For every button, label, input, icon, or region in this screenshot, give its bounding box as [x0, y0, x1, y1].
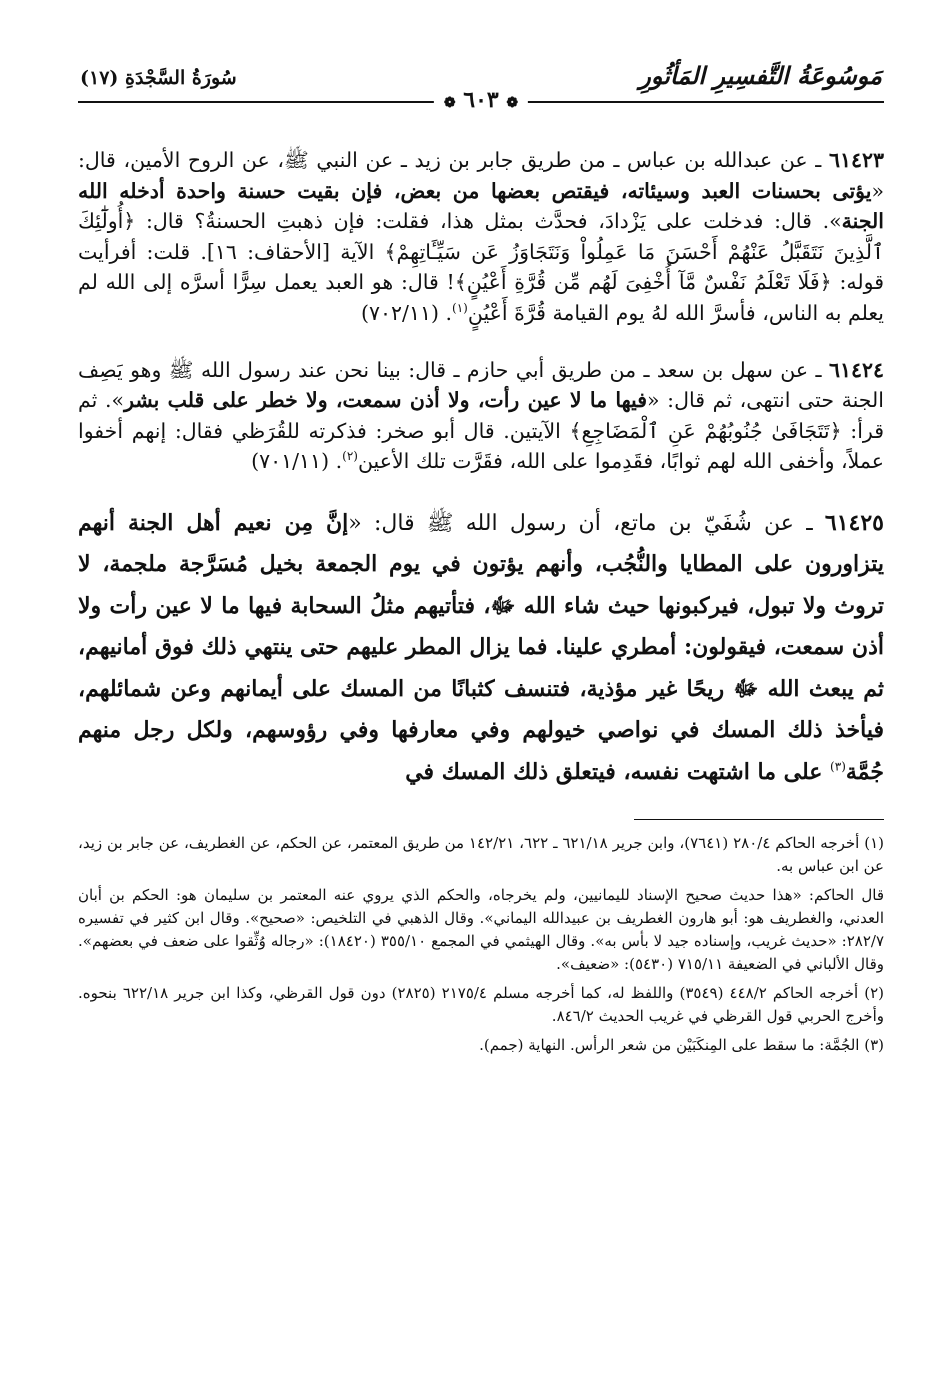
- ornament-icon: ❁: [506, 95, 519, 111]
- footnotes: [78, 832, 884, 1057]
- page-number: ٦٠٣: [463, 87, 499, 113]
- hadith-text: .: [438, 300, 453, 325]
- hadith-text: ـ عن عبدالله بن عباس ـ من طريق جابر بن زيد ـ عن النبي ﷺ، عن الروح الأمين، قال: «: [78, 148, 884, 203]
- hadith-number: ٦١٤٢٤: [828, 357, 884, 382]
- footnote: (٢) أخرجه الحاكم ٤٤٨/٢ (٣٥٤٩) واللفظ له، كما أخرجه مسلم ٢١٧٥/٤ (٢٨٢٥) دون قول القرظي، وكذا ابن جرير ٦٢٢/١٨ بنحوه. وأخرج الحربي قول القرظي في غريب الحديث ٨٤٦/٢.: [78, 984, 885, 1026]
- hadith-quote: على ما اشتهت نفسه، فيتعلق ذلك المسك في: [405, 758, 831, 785]
- footnote-marker[interactable]: (٢): [342, 449, 358, 464]
- hadith-text: ». ثم قرأ: ﴿تَتَجَافَىٰ جُنُوبُهُمْ عَنِ ٱلْمَضَاجِعِ﴾ الآيتين. قال أبو صخر: فذكرته للقُرَظي فقال: إنهم أخفوا عملاً، وأخفى الله لهم ثوابًا، فقَدِموا على الله، فقَرَّت تلك الأعين: [78, 388, 884, 474]
- ornament-icon: ❁: [443, 95, 456, 111]
- hadith-quote: يؤتى بحسنات العبد وسيئاته، فيقتص بعضها من بعض، فإن بقيت حسنة واحدة أدخله الله الجنة: [78, 178, 884, 234]
- hadith-text: ـ عن شُفَيّ بن ماتع، أن رسول الله ﷺ قال: «: [348, 510, 825, 536]
- hadith-number: ٦١٤٢٥: [824, 509, 884, 536]
- footnote-marker[interactable]: (١): [452, 301, 468, 316]
- hadith-quote: فيها ما لا عين رأت، ولا أذن سمعت، ولا خطر على قلب بشر: [124, 388, 647, 413]
- footnote: (٣) الجُمَّة: ما سقط على المِنكَبَيْن من شعر الرأس. النهاية (جمم).: [479, 1036, 884, 1055]
- footnote: قال الحاكم: «هذا حديث صحيح الإسناد لليمانيين، ولم يخرجاه، والحكم الذي يروي عنه المعتمر بن سليمان هو: الحكم بن أبان العدني، والغطريف هو: أبو هارون الغطريف بن عبيدالله اليماني». وقال الذهبي في التلخيص: «صحيح». وقال ابن كثير في تفسيره ٢٨٢/٧: «حديث غريب، وإسناده جيد لا بأس به». وقال الهيثمي في المجمع ٣٥٥/١٠ (١٨٤٢٠): «رجاله وُثِّقوا على ضعف في بعضهم». وقال الألباني في الضعيفة ٧١٥/١١ (٥٤٣٠): «ضعيف».: [78, 886, 885, 974]
- volume-reference: (٧٠١/١١): [251, 449, 330, 474]
- book-page: [78, 55, 884, 1345]
- book-title: مَوسُوعَةُ التَّفسِيرِ المَأثُورِ: [639, 61, 882, 90]
- volume-reference: (٧٠٢/١١): [361, 300, 439, 325]
- footnote: (١) أخرجه الحاكم ٢٨٠/٤ (٧٦٤١)، وابن جرير ٦٢١/١٨ ـ ٦٢٢، ١٤٢/٢١ من طريق المعتمر، عن الحكم، عن الغطريف، عن جابر بن زيد، عن ابن عباس به.: [78, 834, 884, 876]
- hadith-text: .: [329, 449, 343, 474]
- hadith-text: ». قال: فدخلت على يَزْدادَ، فحدَّث بمثل هذا، فقلت: فإن ذهبتِ الحسنةُ؟ قال: ﴿أُولَٰٓئِكَ ٱلَّذِينَ نَتَقَبَّلُ عَنْهُمْ أَحْسَنَ مَا عَمِلُواْ وَنَتَجَاوَزُ عَن سَيِّـَٔاتِهِمْ﴾ الآية [الأحقاف: ١٦]. قلت: أفرأيت قوله: ﴿فَلَا تَعْلَمُ نَفْسٌ مَّآ أُخْفِىَ لَهُم مِّن قُرَّةِ أَعْيُنٍ﴾! قال: هو العبد يعمل سِرًّا أسرَّه إلى الله لم يعلم به الناس، فأسرَّ الله لهُ يوم القيامة قُرَّةَ أَعْيُنٍ: [78, 209, 884, 325]
- footnote-marker[interactable]: (٣): [830, 759, 846, 774]
- page-header: [78, 55, 884, 113]
- surah-name: سُورَةُ السَّجْدَةِ (١٧): [80, 67, 237, 89]
- hadith-quote: إنَّ مِن نعيم أهل الجنة أنهم يتزاورون على المطايا والنُّجُب، وأنهم يؤتون في يوم الجمعة بخيل مُسَرَّجة ملجمة، لا تروث ولا تبول، فيركبونها حيث شاء الله ﷻ، فتأتيهم مثلُ السحابة فيها ما لا عين رأت ولا أذن سمعت، فيقولون: أمطري علينا. فما يزال المطر عليهم حتى ينتهي ذلك فوق أمانيهم، ثم يبعث الله ﷻ ريحًا غير مؤذية، فتنسف كثبانًا من المسك على أيمانهم وعن شمائلهم، فيأخذ ذلك المسك في نواصي خيولهم وفي معارفها وفي رؤوسهم، ولكل رجل منهم جُمَّة: [78, 509, 884, 785]
- hadith-text: ـ عن سهل بن سعد ـ من طريق أبي حازم ـ قال: بينا نحن عند رسول الله ﷺ وهو يَصِف الجنة حتى انتهى، ثم قال: «: [78, 357, 884, 413]
- hadith-number: ٦١٤٢٣: [828, 148, 884, 172]
- footnote-divider: [634, 819, 884, 820]
- hadith-entries: [78, 145, 884, 793]
- hadith-entry: [78, 145, 884, 329]
- hadith-entry: [78, 355, 884, 477]
- hadith-entry: [78, 503, 884, 794]
- page-number-box: [434, 87, 528, 113]
